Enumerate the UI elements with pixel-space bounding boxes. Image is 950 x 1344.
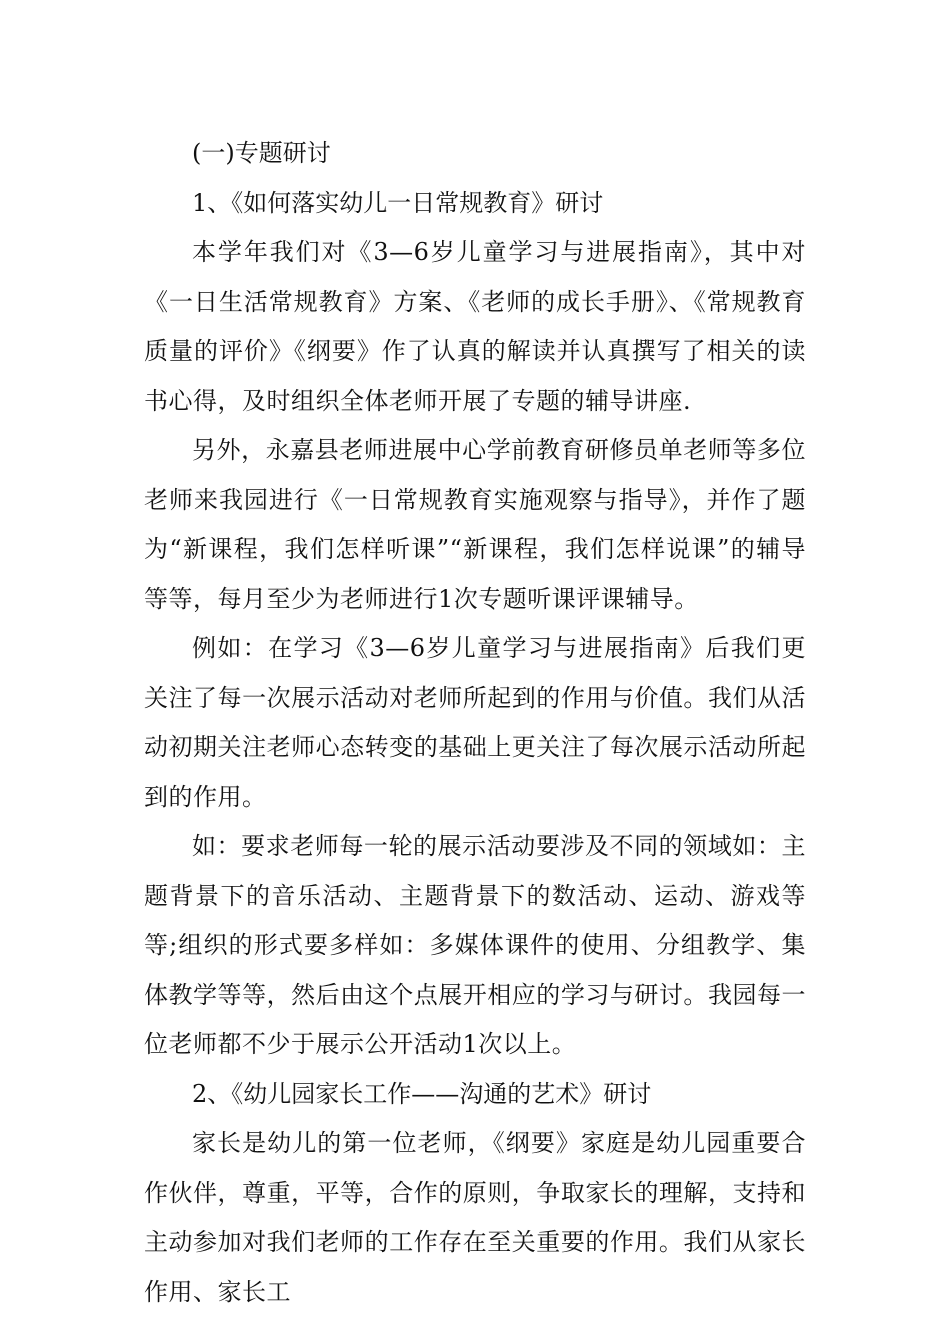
paragraph-5: 家长是幼儿的第一位老师，《纲要》家庭是幼儿园重要合作伙伴，尊重，平等，合作的原则，争取家长的理解，支持和主动参加对我们老师的工作存在至关重要的作用。我们从家长作用、家长工	[144, 1129, 806, 1306]
paragraph-3: 例如：在学习《3—6岁儿童学习与进展指南》后我们更关注了每一次展示活动对老师所起到的作用与价值。我们从活动初期关注老师心态转变的基础上更关注了每次展示活动所起到的作用。	[144, 634, 806, 811]
paragraph-4: 如：要求老师每一轮的展示活动要涉及不同的领域如：主题背景下的音乐活动、主题背景下的数活动、运动、游戏等等;组织的形式要多样如：多媒体课件的使用、分组教学、集体教学等等，然后由这个点展开相应的学习与研讨。我园每一位老师都不少于展示公开活动1次以上。	[144, 832, 806, 1058]
section-title: (一)专题研讨	[192, 139, 331, 167]
paragraph-1: 本学年我们对《3—6岁儿童学习与进展指南》，其中对《一日生活常规教育》方案、《老师的成长手册》、《常规教育质量的评价》《纲要》作了认真的解读并认真撰写了相关的读书心得，及时组织全体老师开展了专题的辅导讲座.	[144, 238, 806, 415]
subtitle-1: 1、《如何落实幼儿一日常规教育》研讨	[192, 188, 604, 217]
paragraph-2: 另外，永嘉县老师进展中心学前教育研修员单老师等多位老师来我园进行《一日常规教育实施观察与指导》，并作了题为“新课程，我们怎样听课”“新课程，我们怎样说课”的辅导等等，每月至少为老师进行1次专题听课评课辅导。	[144, 436, 806, 613]
subtitle-2: 2、《幼儿园家长工作——沟通的艺术》研讨	[192, 1079, 652, 1108]
document-body	[144, 129, 806, 1317]
